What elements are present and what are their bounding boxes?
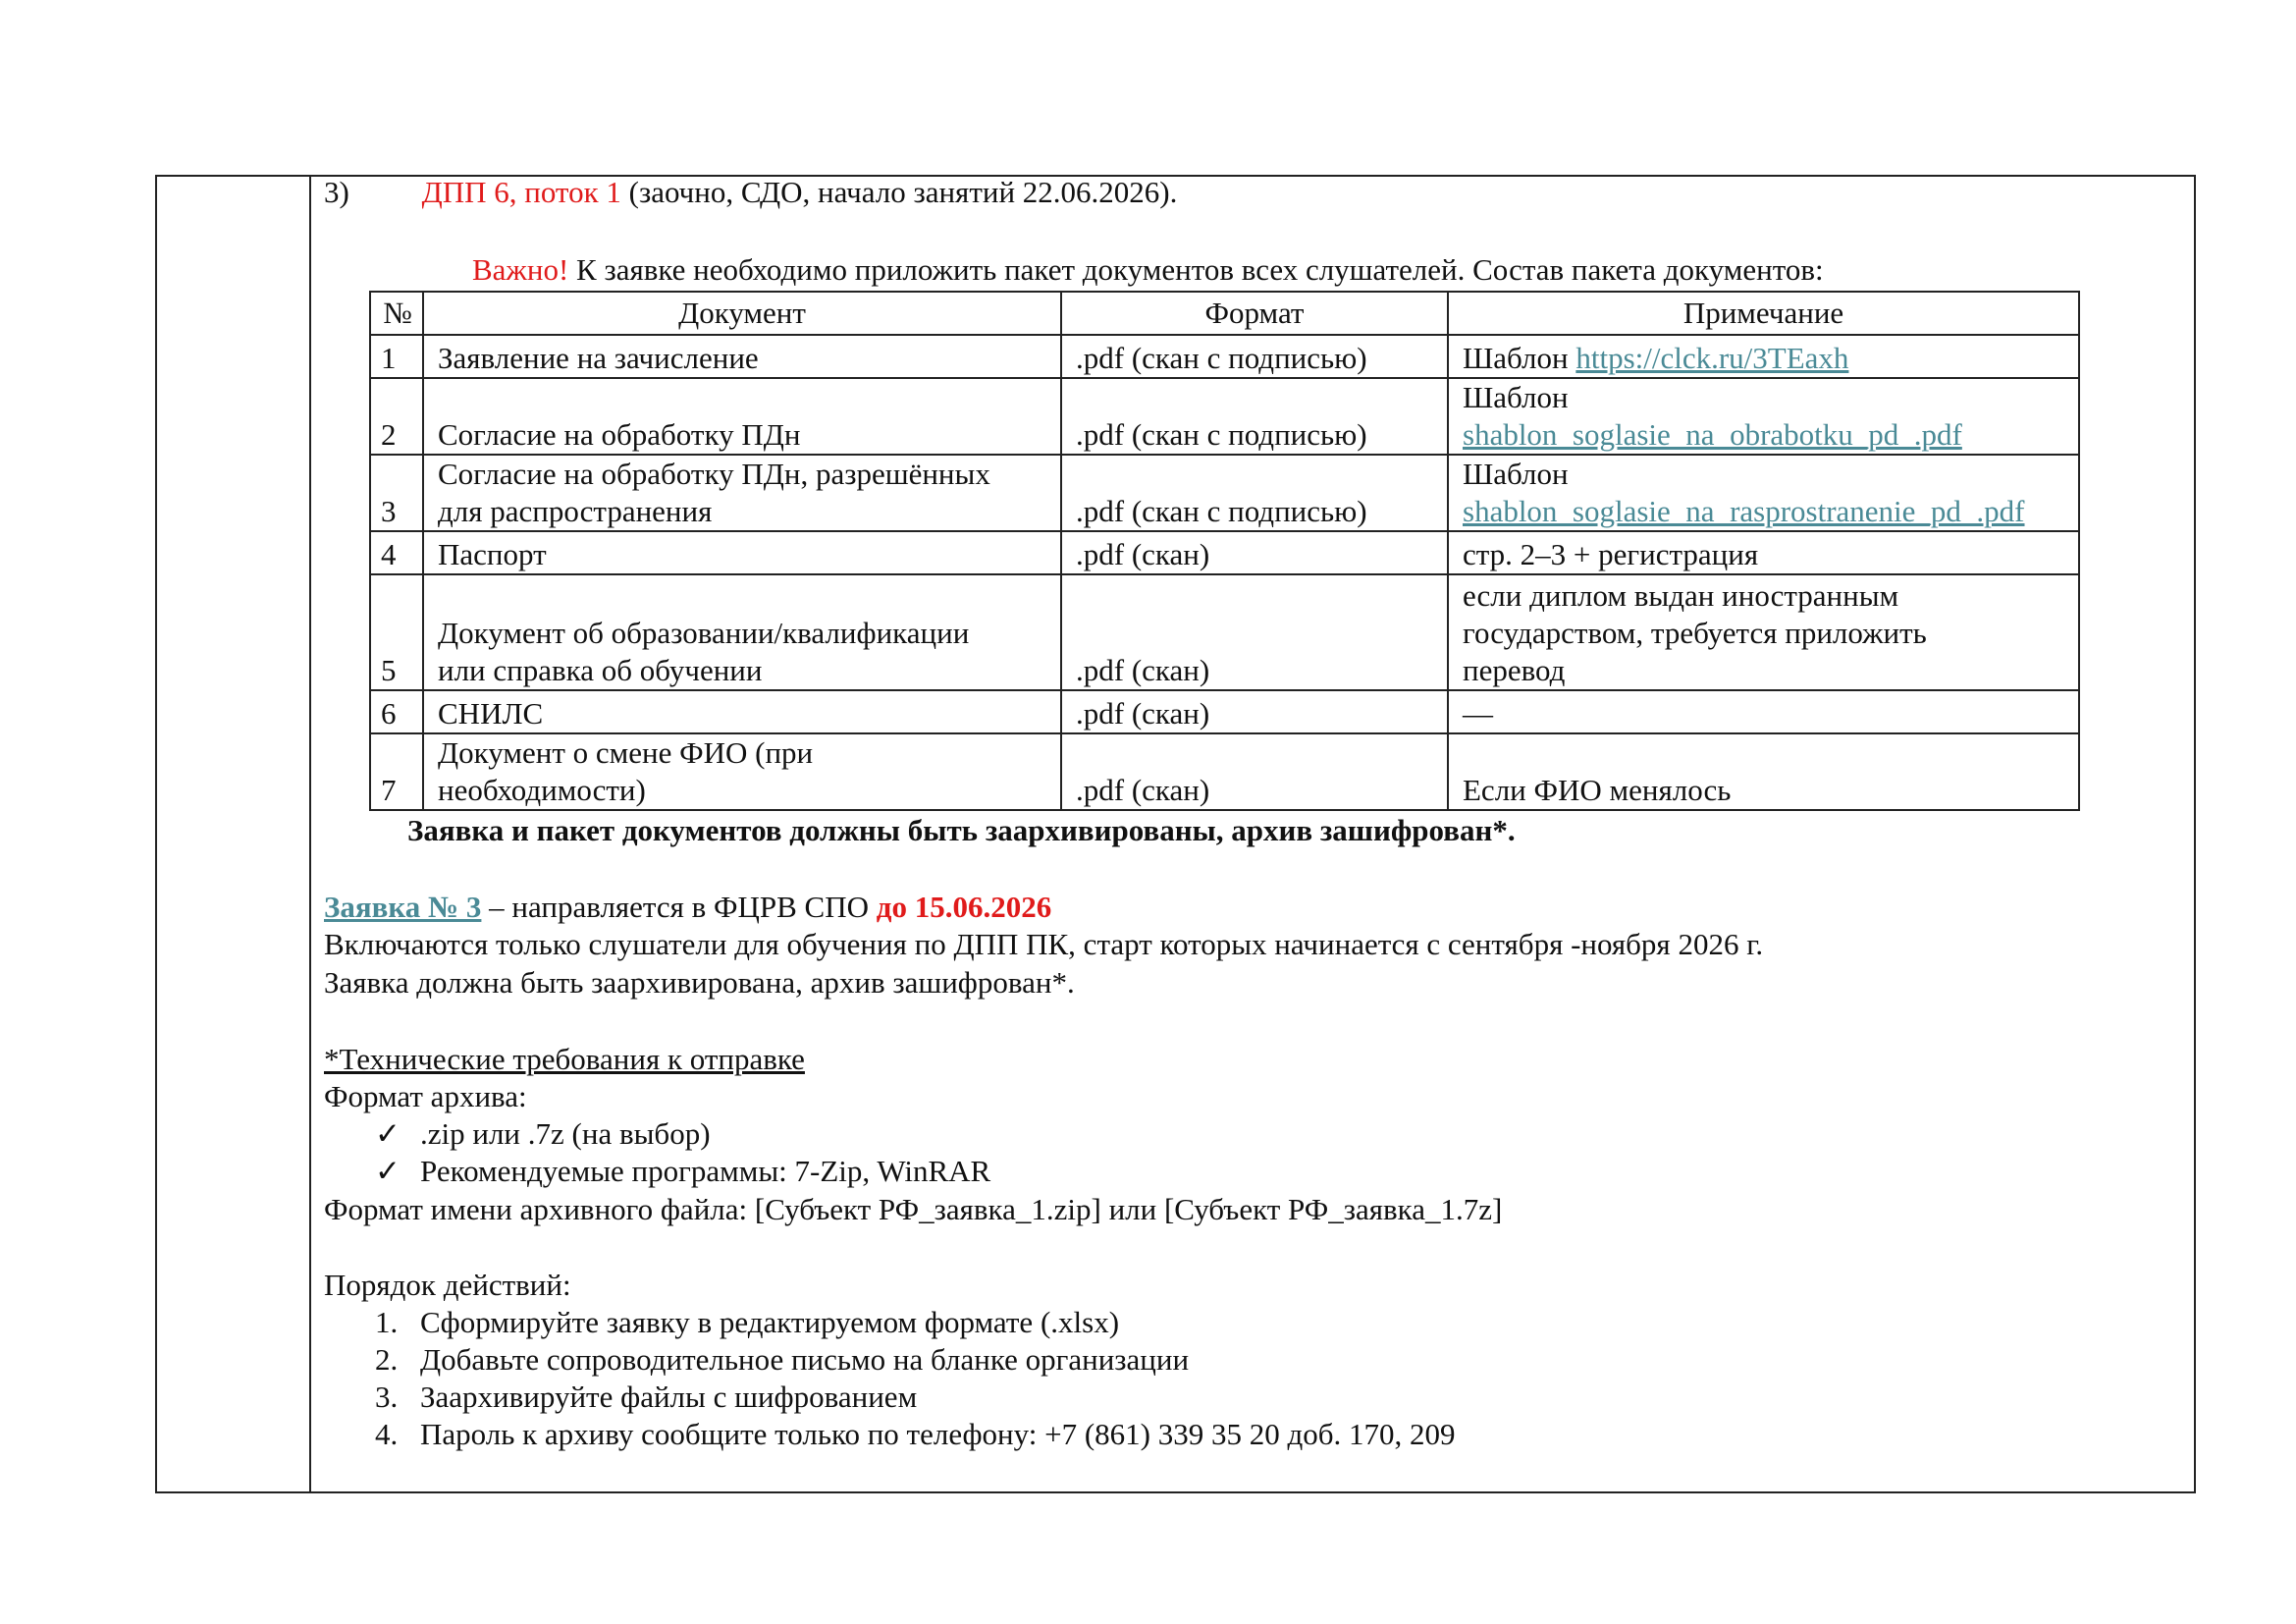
row-document xyxy=(423,574,1061,690)
step-text: Пароль к архиву сообщите только по телефону: +7 (861) 339 35 20 доб. 170, 209 xyxy=(420,1417,1456,1451)
row-document: Согласие на обработку ПДн xyxy=(423,378,1061,455)
request3-deadline: до 15.06.2026 xyxy=(876,890,1052,924)
table-row xyxy=(370,574,2079,690)
note-prefix: Шаблон xyxy=(1463,341,1569,375)
program-details: (заочно, СДО, начало занятий 22.06.2026). xyxy=(628,175,1178,209)
template-link[interactable]: https://clck.ru/3TEaxh xyxy=(1575,341,1849,375)
row-note xyxy=(1448,455,2079,531)
row-num: 1 xyxy=(370,335,423,378)
bullet-item xyxy=(375,1116,711,1152)
row-format: .pdf (скан) xyxy=(1061,690,1448,733)
row-note: — xyxy=(1448,690,2079,733)
request3-heading xyxy=(324,890,1051,925)
filename-format: Формат имени архивного файла: [Субъект РФ_заявка_1.zip] или [Субъект РФ_заявка_1.7z] xyxy=(324,1192,1503,1226)
bullet-text: .zip или .7z (на выбор) xyxy=(420,1116,711,1151)
item-number: 3) xyxy=(324,175,349,209)
doc-line: Согласие на обработку ПДн, разрешённых xyxy=(438,457,990,491)
header-document: Документ xyxy=(423,292,1061,335)
row-note: стр. 2–3 + регистрация xyxy=(1448,531,2079,574)
bullet-text: Рекомендуемые программы: 7-Zip, WinRAR xyxy=(420,1154,991,1188)
doc-line: Документ о смене ФИО (при xyxy=(438,735,814,770)
row-document: Заявление на зачисление xyxy=(423,335,1061,378)
row-note: Если ФИО менялось xyxy=(1448,733,2079,810)
row-format: .pdf (скан с подписью) xyxy=(1061,455,1448,531)
step-number: 1. xyxy=(375,1305,399,1339)
table-row xyxy=(370,378,2079,455)
step-number: 3. xyxy=(375,1380,399,1414)
row-document xyxy=(423,733,1061,810)
procedure-step xyxy=(375,1342,1189,1378)
row-num: 6 xyxy=(370,690,423,733)
step-text: Сформируйте заявку в редактируемом формате (.xlsx) xyxy=(420,1305,1120,1339)
table-row xyxy=(370,733,2079,810)
tech-heading: *Технические требования к отправке xyxy=(324,1042,805,1076)
procedure-heading: Порядок действий: xyxy=(324,1268,571,1302)
step-text: Заархивируйте файлы с шифрованием xyxy=(420,1380,918,1414)
table-row xyxy=(370,690,2079,733)
row-format: .pdf (скан) xyxy=(1061,574,1448,690)
note-prefix: Шаблон xyxy=(1463,457,1569,491)
step-text: Добавьте сопроводительное письмо на бланке организации xyxy=(420,1342,1190,1377)
checkmark-icon: ✓ xyxy=(375,1116,400,1151)
step-number: 4. xyxy=(375,1417,399,1451)
archive-format-label: Формат архива: xyxy=(324,1079,527,1113)
request3-title[interactable]: Заявка № 3 xyxy=(324,890,482,924)
doc-line: необходимости) xyxy=(438,773,646,807)
row-num: 4 xyxy=(370,531,423,574)
left-column xyxy=(157,177,311,1491)
step-number: 2. xyxy=(375,1342,399,1377)
doc-line: или справка об обучении xyxy=(438,653,763,687)
row-note xyxy=(1448,378,2079,455)
row-num: 2 xyxy=(370,378,423,455)
request3-sent-to: – направляется в ФЦРВ СПО xyxy=(489,890,870,924)
item-heading xyxy=(324,175,1177,210)
procedure-step xyxy=(375,1380,917,1415)
template-link[interactable]: shablon_soglasie_na_rasprostranenie_pd_.pdf xyxy=(1463,494,2025,528)
request3-line1: Включаются только слушатели для обучения по ДПП ПК, старт которых начинается с сентября -ноября 2026 г. xyxy=(324,927,1764,961)
important-line xyxy=(472,252,1824,288)
important-label: Важно! xyxy=(472,252,569,287)
header-num: № xyxy=(370,292,423,335)
program-name: ДПП 6, поток 1 xyxy=(421,175,621,209)
row-num: 5 xyxy=(370,574,423,690)
row-document xyxy=(423,455,1061,531)
doc-line: для распространения xyxy=(438,494,713,528)
note-line: перевод xyxy=(1463,653,1566,687)
row-document: Паспорт xyxy=(423,531,1061,574)
bullet-item xyxy=(375,1154,990,1189)
row-format: .pdf (скан) xyxy=(1061,733,1448,810)
note-prefix: Шаблон xyxy=(1463,380,1569,414)
checkmark-icon: ✓ xyxy=(375,1154,400,1188)
row-num: 7 xyxy=(370,733,423,810)
table-row xyxy=(370,531,2079,574)
row-note xyxy=(1448,574,2079,690)
row-document: СНИЛС xyxy=(423,690,1061,733)
note-line: государством, требуется приложить xyxy=(1463,616,1927,650)
template-link[interactable]: shablon_soglasie_na_obrabotku_pd_.pdf xyxy=(1463,417,1962,452)
table-row xyxy=(370,335,2079,378)
request3-line2: Заявка должна быть заархивирована, архив зашифрован*. xyxy=(324,965,1075,1000)
header-format: Формат xyxy=(1061,292,1448,335)
procedure-step xyxy=(375,1305,1119,1340)
row-format: .pdf (скан с подписью) xyxy=(1061,335,1448,378)
row-format: .pdf (скан) xyxy=(1061,531,1448,574)
doc-line: Документ об образовании/квалификации xyxy=(438,616,970,650)
table-header-row xyxy=(370,292,2079,335)
note-line: если диплом выдан иностранным xyxy=(1463,578,1899,613)
important-text: К заявке необходимо приложить пакет документов всех слушателей. Состав пакета документов: xyxy=(576,252,1824,287)
table-row xyxy=(370,455,2079,531)
header-note: Примечание xyxy=(1448,292,2079,335)
row-note xyxy=(1448,335,2079,378)
archive-note: Заявка и пакет документов должны быть заархивированы, архив зашифрован*. xyxy=(407,813,1516,847)
row-num: 3 xyxy=(370,455,423,531)
row-format: .pdf (скан с подписью) xyxy=(1061,378,1448,455)
procedure-step xyxy=(375,1417,1456,1452)
documents-table xyxy=(369,291,2080,811)
